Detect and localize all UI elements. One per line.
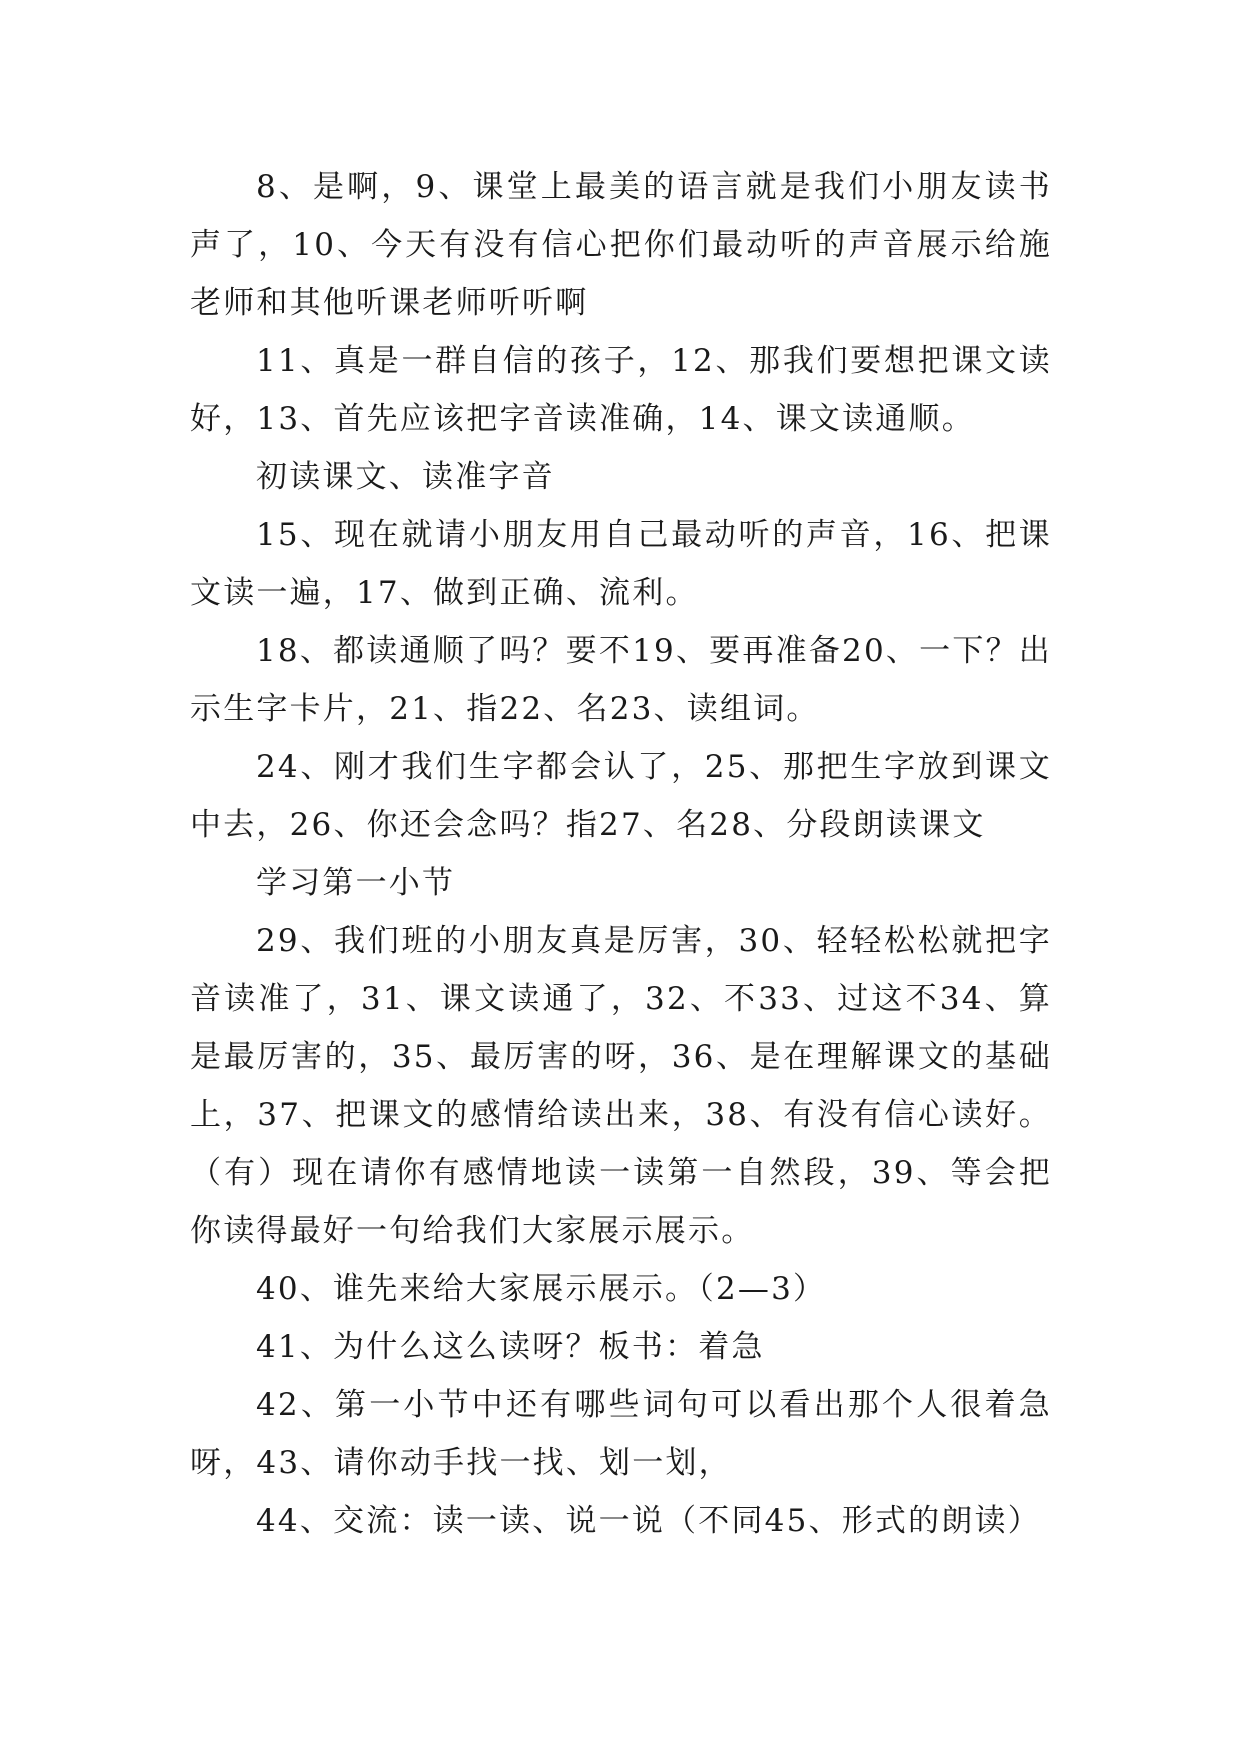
paragraph: 41、为什么这么读呀？板书：着急: [256, 1329, 765, 1365]
paragraph: 29、我们班的小朋友真是厉害，30、轻轻松松就把字音读准了，31、课文读通了，32、不33、过这不34、算是最厉害的，35、最厉害的呀，36、是在理解课文的基础上，37、把课文的感情给读出来，38、有没有信心读好。（有）现在请你有感情地读一读第一自然段，39、等会把你读得最好一句给我们大家展示展示。: [190, 923, 1052, 1249]
section-heading: 初读课文、读准字音: [256, 459, 555, 495]
paragraph: 18、都读通顺了吗？要不19、要再准备20、一下？出示生字卡片，21、指22、名23、读组词。: [190, 633, 1052, 727]
paragraph: 24、刚才我们生字都会认了，25、那把生字放到课文中去，26、你还会念吗？指27、名28、分段朗读课文: [190, 749, 1052, 843]
section-heading: 学习第一小节: [256, 865, 456, 901]
paragraph: 8、是啊，9、课堂上最美的语言就是我们小朋友读书声了，10、今天有没有信心把你们最动听的声音展示给施老师和其他听课老师听听啊: [190, 169, 1052, 321]
paragraph: 15、现在就请小朋友用自己最动听的声音，16、把课文读一遍，17、做到正确、流利。: [190, 517, 1052, 611]
paragraph: 11、真是一群自信的孩子，12、那我们要想把课文读好，13、首先应该把字音读准确，14、课文读通顺。: [190, 343, 1052, 437]
paragraph: 42、第一小节中还有哪些词句可以看出那个人很着急呀，43、请你动手找一找、划一划，: [190, 1387, 1052, 1481]
paragraph: 44、交流：读一读、说一说（不同45、形式的朗读）: [256, 1503, 1041, 1539]
paragraph: 40、谁先来给大家展示展示。（2—3）: [256, 1271, 827, 1307]
document-body: [190, 158, 1052, 1550]
